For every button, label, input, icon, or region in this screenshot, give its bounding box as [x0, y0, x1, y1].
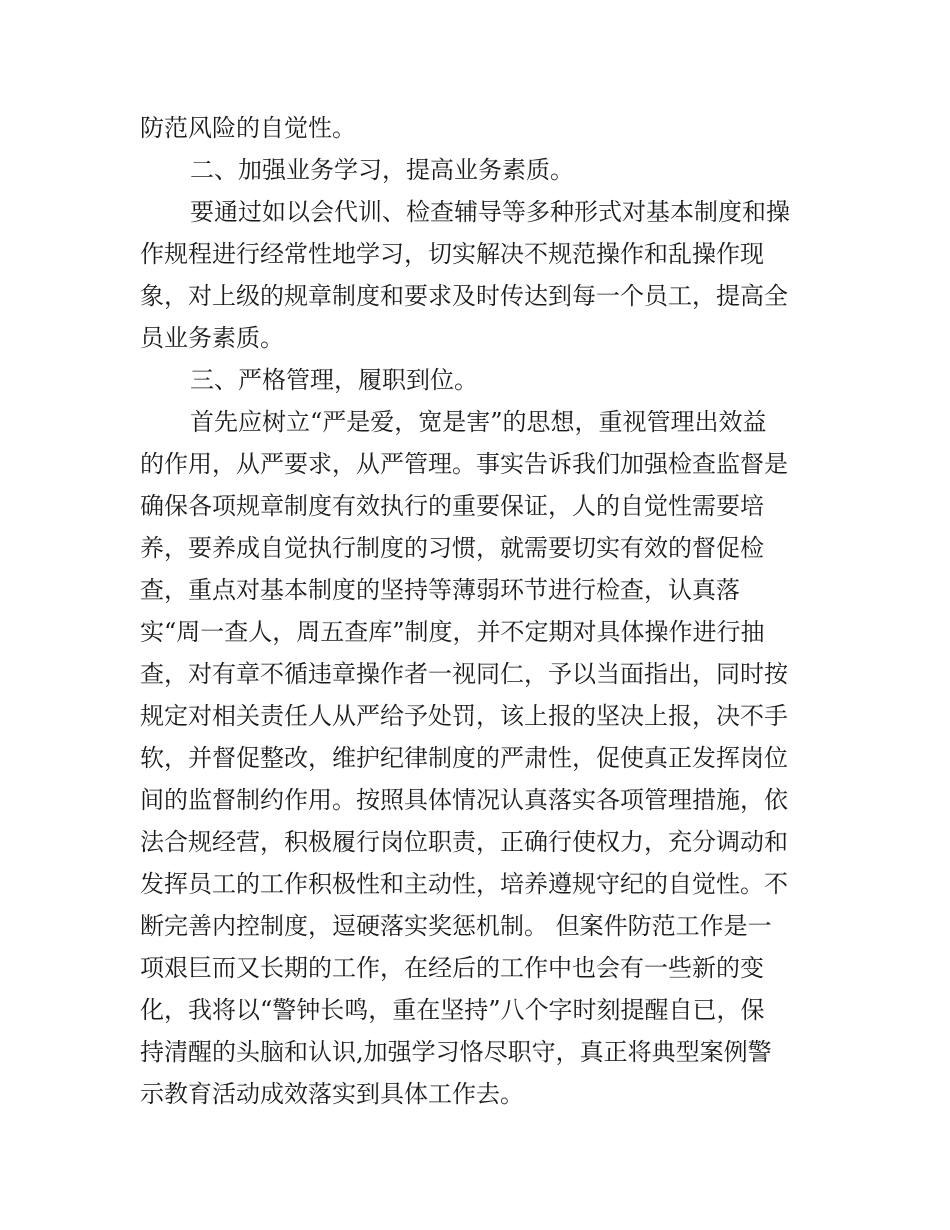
- paragraph-line: 实“周一查人，周五查库”制度，并不定期对具体操作进行抽: [140, 618, 765, 646]
- section-heading: 三、严格管理，履职到位。: [190, 366, 478, 394]
- paragraph-line: 查，对有章不循违章操作者一视同仁，予以当面指出，同时按: [140, 660, 788, 688]
- paragraph-line: 象，对上级的规章制度和要求及时传达到每一个员工，提高全: [140, 282, 788, 310]
- paragraph-line: 发挥员工的工作积极性和主动性，培养遵规守纪的自觉性。不: [140, 870, 788, 898]
- paragraph-line: 规定对相关责任人从严给予处罚，该上报的坚决上报，决不手: [140, 702, 788, 730]
- paragraph-line: 员业务素质。: [140, 324, 284, 352]
- paragraph-line: 作规程进行经常性地学习，切实解决不规范操作和乱操作现: [140, 240, 764, 268]
- paragraph-line: 确保各项规章制度有效执行的重要保证，人的自觉性需要培: [140, 492, 764, 520]
- paragraph-line: 养，要养成自觉执行制度的习惯，就需要切实有效的督促检: [140, 534, 764, 562]
- paragraph-line: 防范风险的自觉性。: [140, 114, 356, 142]
- paragraph-line: 断完善内控制度，逗硬落实奖惩机制。 但案件防范工作是一: [140, 912, 772, 940]
- paragraph-line: 查，重点对基本制度的坚持等薄弱环节进行检查，认真落: [140, 576, 740, 604]
- paragraph-line: 项艰巨而又长期的工作，在经后的工作中也会有一些新的变: [140, 954, 764, 982]
- paragraph-line: 的作用，从严要求，从严管理。事实告诉我们加强检查监督是: [140, 450, 788, 478]
- paragraph-line: 软，并督促整改，维护纪律制度的严肃性，促使真正发挥岗位: [140, 744, 788, 772]
- paragraph-line: 持清醒的头脑和认识,加强学习恪尽职守，真正将典型案例警: [140, 1038, 772, 1066]
- paragraph-line: 要通过如以会代训、检查辅导等多种形式对基本制度和操: [190, 198, 790, 226]
- paragraph-line: 首先应树立“严是爱，宽是害”的思想，重视管理出效益: [190, 408, 767, 436]
- paragraph-line: 间的监督制约作用。按照具体情况认真落实各项管理措施，依: [140, 786, 788, 814]
- section-heading: 二、加强业务学习，提高业务素质。: [190, 156, 574, 184]
- paragraph-line: 化，我将以“警钟长鸣，重在坚持”八个字时刻提醒自已，保: [140, 996, 765, 1024]
- paragraph-line: 法合规经营，积极履行岗位职责，正确行使权力，充分调动和: [140, 828, 788, 856]
- paragraph-line: 示教育活动成效落实到具体工作去。: [140, 1080, 524, 1108]
